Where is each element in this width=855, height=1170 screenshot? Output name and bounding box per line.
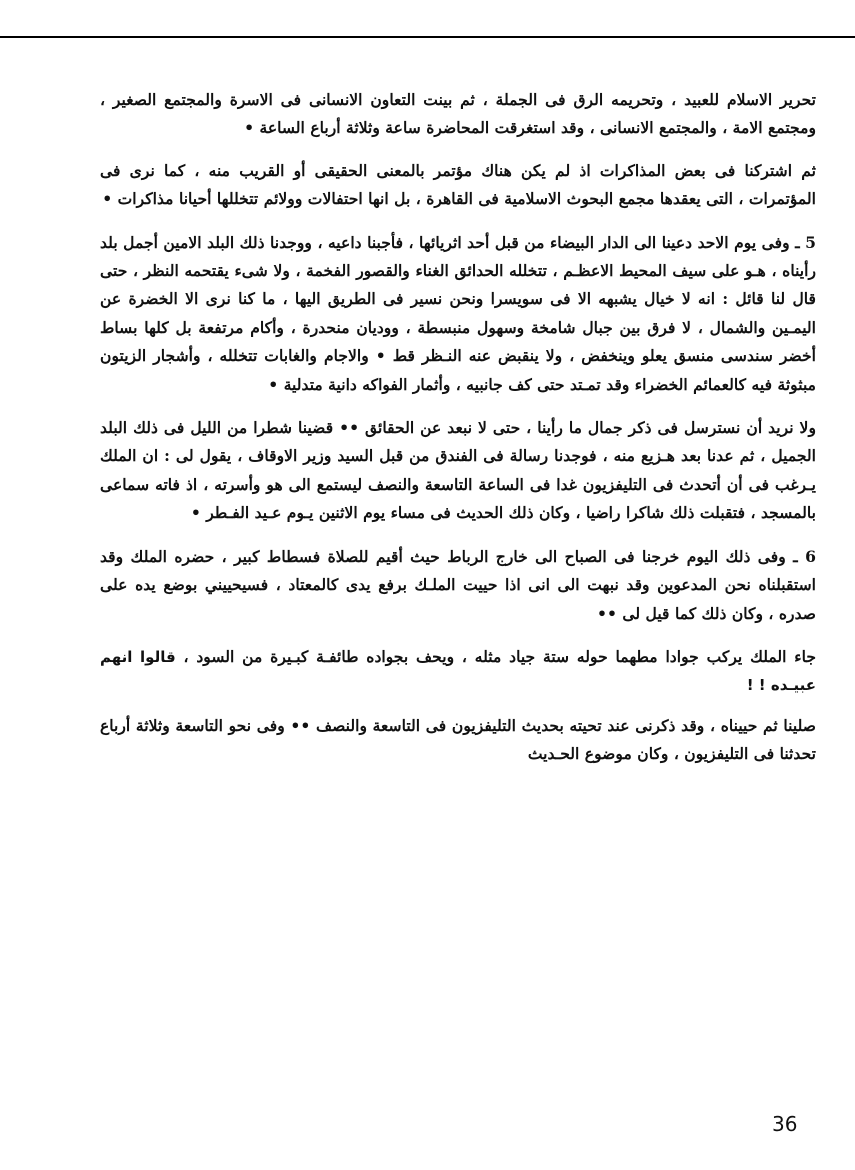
paragraph: تحرير الاسلام للعبيد ، وتحريمه الرق فى الجملة ، ثم بينت التعاون الانسانى فى الاسرة والمجتمع الصغير ، ومجتمع الامة ، والمجتمع الانسانى ، وقد استغرقت المحاضرة ساعة وثلاثة أرباع الساعة • [100,90,816,138]
paragraph: 6 ـ وفى ذلك اليوم خرجنا فى الصباح الى خارج الرباط حيث أقيم للصلاة فسطاط كبير ، حضره الملك وقد استقبلناه نحن المدعوين وقد نبهت الى انى اذا حييت الملـك برفع يدى كالمعتاد ، فسيحييني بوضع يده على صدره ، وكان ذلك كما قيل لى •• [100,546,816,623]
paragraph: صلينا ثم حييناه ، وقد ذكرنى عند تحيته بحديث التليفزيون فى التاسعة والنصف •• وفى نحو التاسعة وثلاثة أرباع تحدثنا فى التليفزيون ، وكان موضوع الحـديث [100,715,816,764]
paragraph: 5 ـ وفى يوم الاحد دعينا الى الدار البيضاء من قبل أحد اثريائها ، فأجبنا داعيه ، ووجدنا ذلك البلد الامين أجمل بلد رأيناه ، هـو على سيف المحيط الاعظـم ، تتخلله الحدائق الغناء والقصور الفخمة ، ولا شىء يقتحمه النظر ، حتى قال لنا قائل : انه لا خيال يشبهه الا فى سويسرا ونحن نسير فى الطريق اليها ، ما كنا نرى الا الخضرة عن اليمـين والشمال ، لا فرق بين جبال شامخة وسهول منبسطة ، ووديان منحدرة ، وأكام مرتفعة بل كلها بساط أخضر سندسى منسق يعلو وينخفض ، ولا ينقبض عنه النـظر قط • والاجام والغابات تتخلله ، وأشجار الزيتون مبثوثة فيه كالعمائم الخضراء وقد تمـتد حتى كف جانبيه ، وأثمار الفواكه دانية متدلية • [100,232,816,394]
paragraph: ولا نريد أن نسترسل فى ذكر جمال ما رأينا ، حتى لا نبعد عن الحقائق •• قضينا شطرا من الليل فى ذلك البلد الجميل ، ثم عدنا بعد هـزيع منه ، فوجدنا رسالة فى الفندق من قبل السيد وزير الاوقاف ، يقول لى : ان الملك يـرغب فى أن أتحدث فى التليفزيون غدا فى الساعة التاسعة والنصف ليستمع الى هو وأسرته ، اذ فاته سماعى بالمسجد ، فتقبلت ذلك شاكرا راضيا ، وكان ذلك الحديث فى مساء يوم الاثنين يـوم عـيد الفـطر • [100,418,816,523]
paragraph: ثم اشتركنا فى بعض المذاكرات اذ لم يكن هناك مؤتمر بالمعنى الحقيقى أو القريب منه ، كما نرى فى المؤتمرات ، التى يعقدها مجمع البحوث الاسلامية فى القاهرة ، بل انها احتفالات وولائم تتخللها أحيانا مذاكرات • [100,160,816,209]
paragraph-text: جاء الملك يركب جوادا مطهما حوله ستة جياد مثله ، ويحف بجواده طائفـة كبـيرة من السود ، [175,646,817,666]
paragraph [100,643,816,700]
page-body [100,86,816,784]
top-rule [0,36,855,38]
emphasized-text: قالوا انهم عبيـده ! ! [100,647,816,695]
page-number: 36 [772,1112,798,1136]
